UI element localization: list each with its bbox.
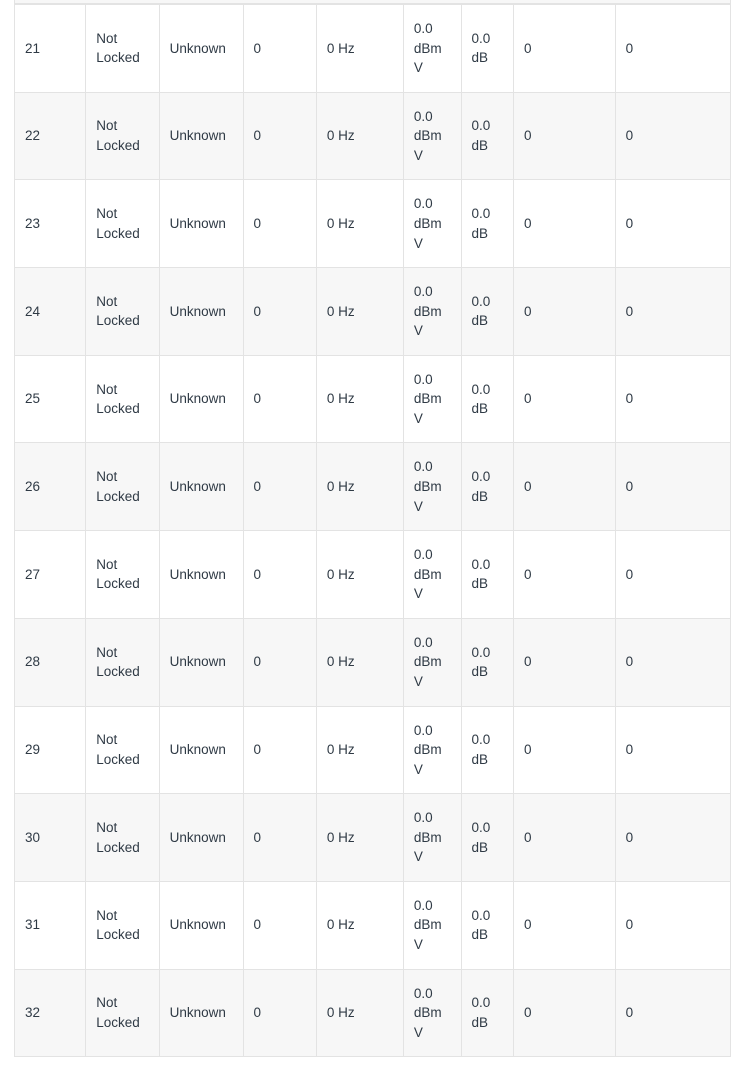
- cell-power: 0.0 dBmV: [403, 443, 461, 531]
- cell-errors: 0: [513, 92, 615, 180]
- table-row: [15, 355, 731, 443]
- cell-index: 21: [15, 5, 86, 93]
- cell-power: 0.0 dBmV: [403, 5, 461, 93]
- cell-frequency: 0 Hz: [316, 355, 403, 443]
- cell-lock_status: Not Locked: [86, 92, 159, 180]
- cell-gain: 0.0 dB: [461, 618, 513, 706]
- cell-errors: 0: [513, 618, 615, 706]
- cell-modulation: Unknown: [159, 706, 243, 794]
- cell-corrections: 0: [615, 794, 730, 882]
- cell-errors: 0: [513, 180, 615, 268]
- table-row: [15, 268, 731, 356]
- cell-gain: 0.0 dB: [461, 180, 513, 268]
- cell-power: 0.0 dBmV: [403, 618, 461, 706]
- cell-index: 27: [15, 531, 86, 619]
- cell-lock_status: Not Locked: [86, 531, 159, 619]
- cell-gain: 0.0 dB: [461, 794, 513, 882]
- cell-power: 0.0 dBmV: [403, 355, 461, 443]
- cell-lock_status: Not Locked: [86, 618, 159, 706]
- cell-power: 0.0 dBmV: [403, 794, 461, 882]
- cell-errors: 0: [513, 5, 615, 93]
- cell-corrections: 0: [615, 443, 730, 531]
- cell-gain: 0.0 dB: [461, 355, 513, 443]
- cell-corrections: 0: [615, 5, 730, 93]
- cell-errors: 0: [513, 531, 615, 619]
- cell-modulation: Unknown: [159, 268, 243, 356]
- cell-frequency: 0 Hz: [316, 881, 403, 969]
- cell-frequency: 0 Hz: [316, 969, 403, 1057]
- cell-gain: 0.0 dB: [461, 268, 513, 356]
- table-row: [15, 969, 731, 1057]
- cell-count: 0: [243, 881, 316, 969]
- cell-modulation: Unknown: [159, 180, 243, 268]
- cell-count: 0: [243, 443, 316, 531]
- cell-index: 30: [15, 794, 86, 882]
- table-row: [15, 92, 731, 180]
- cell-lock_status: Not Locked: [86, 794, 159, 882]
- cell-count: 0: [243, 5, 316, 93]
- cell-count: 0: [243, 355, 316, 443]
- cell-count: 0: [243, 706, 316, 794]
- cell-lock_status: Not Locked: [86, 706, 159, 794]
- table-row: [15, 794, 731, 882]
- cell-gain: 0.0 dB: [461, 443, 513, 531]
- cell-power: 0.0 dBmV: [403, 881, 461, 969]
- cell-modulation: Unknown: [159, 881, 243, 969]
- cell-lock_status: Not Locked: [86, 443, 159, 531]
- cell-corrections: 0: [615, 618, 730, 706]
- cell-modulation: Unknown: [159, 969, 243, 1057]
- cell-lock_status: Not Locked: [86, 355, 159, 443]
- cell-errors: 0: [513, 969, 615, 1057]
- cell-count: 0: [243, 531, 316, 619]
- cell-gain: 0.0 dB: [461, 531, 513, 619]
- cell-corrections: 0: [615, 969, 730, 1057]
- cell-power: 0.0 dBmV: [403, 706, 461, 794]
- cell-index: 25: [15, 355, 86, 443]
- cell-count: 0: [243, 969, 316, 1057]
- cell-corrections: 0: [615, 881, 730, 969]
- cell-index: 23: [15, 180, 86, 268]
- cell-modulation: Unknown: [159, 92, 243, 180]
- cell-count: 0: [243, 180, 316, 268]
- cell-frequency: 0 Hz: [316, 794, 403, 882]
- cell-power: 0.0 dBmV: [403, 268, 461, 356]
- cell-modulation: Unknown: [159, 355, 243, 443]
- cell-gain: 0.0 dB: [461, 92, 513, 180]
- cell-power: 0.0 dBmV: [403, 180, 461, 268]
- table-bottom-spacer: [14, 1057, 731, 1067]
- cell-modulation: Unknown: [159, 531, 243, 619]
- cell-lock_status: Not Locked: [86, 5, 159, 93]
- cell-frequency: 0 Hz: [316, 5, 403, 93]
- cell-frequency: 0 Hz: [316, 618, 403, 706]
- table-row: [15, 618, 731, 706]
- cell-errors: 0: [513, 794, 615, 882]
- cell-corrections: 0: [615, 92, 730, 180]
- cell-count: 0: [243, 268, 316, 356]
- cell-modulation: Unknown: [159, 443, 243, 531]
- cell-errors: 0: [513, 443, 615, 531]
- table-row: [15, 531, 731, 619]
- cell-index: 29: [15, 706, 86, 794]
- cell-corrections: 0: [615, 268, 730, 356]
- channel-status-table: [14, 4, 731, 1057]
- cell-count: 0: [243, 92, 316, 180]
- table-row: [15, 706, 731, 794]
- cell-index: 26: [15, 443, 86, 531]
- cell-power: 0.0 dBmV: [403, 969, 461, 1057]
- cell-lock_status: Not Locked: [86, 881, 159, 969]
- cell-modulation: Unknown: [159, 5, 243, 93]
- cell-frequency: 0 Hz: [316, 268, 403, 356]
- cell-corrections: 0: [615, 531, 730, 619]
- cell-frequency: 0 Hz: [316, 180, 403, 268]
- cell-count: 0: [243, 794, 316, 882]
- cell-lock_status: Not Locked: [86, 969, 159, 1057]
- cell-corrections: 0: [615, 180, 730, 268]
- cell-modulation: Unknown: [159, 618, 243, 706]
- cell-frequency: 0 Hz: [316, 92, 403, 180]
- channel-status-table-container: [0, 4, 732, 1057]
- cell-gain: 0.0 dB: [461, 881, 513, 969]
- cell-index: 31: [15, 881, 86, 969]
- cell-index: 24: [15, 268, 86, 356]
- cell-power: 0.0 dBmV: [403, 531, 461, 619]
- cell-corrections: 0: [615, 355, 730, 443]
- cell-errors: 0: [513, 881, 615, 969]
- cell-errors: 0: [513, 355, 615, 443]
- cell-lock_status: Not Locked: [86, 268, 159, 356]
- cell-gain: 0.0 dB: [461, 5, 513, 93]
- cell-count: 0: [243, 618, 316, 706]
- table-row: [15, 881, 731, 969]
- cell-power: 0.0 dBmV: [403, 92, 461, 180]
- cell-errors: 0: [513, 268, 615, 356]
- table-row: [15, 443, 731, 531]
- cell-lock_status: Not Locked: [86, 180, 159, 268]
- cell-modulation: Unknown: [159, 794, 243, 882]
- cell-errors: 0: [513, 706, 615, 794]
- cell-frequency: 0 Hz: [316, 706, 403, 794]
- cell-index: 32: [15, 969, 86, 1057]
- cell-index: 28: [15, 618, 86, 706]
- cell-frequency: 0 Hz: [316, 443, 403, 531]
- cell-gain: 0.0 dB: [461, 706, 513, 794]
- cell-corrections: 0: [615, 706, 730, 794]
- table-row: [15, 180, 731, 268]
- table-body: [15, 5, 731, 1057]
- table-row: [15, 5, 731, 93]
- cell-index: 22: [15, 92, 86, 180]
- cell-frequency: 0 Hz: [316, 531, 403, 619]
- cell-gain: 0.0 dB: [461, 969, 513, 1057]
